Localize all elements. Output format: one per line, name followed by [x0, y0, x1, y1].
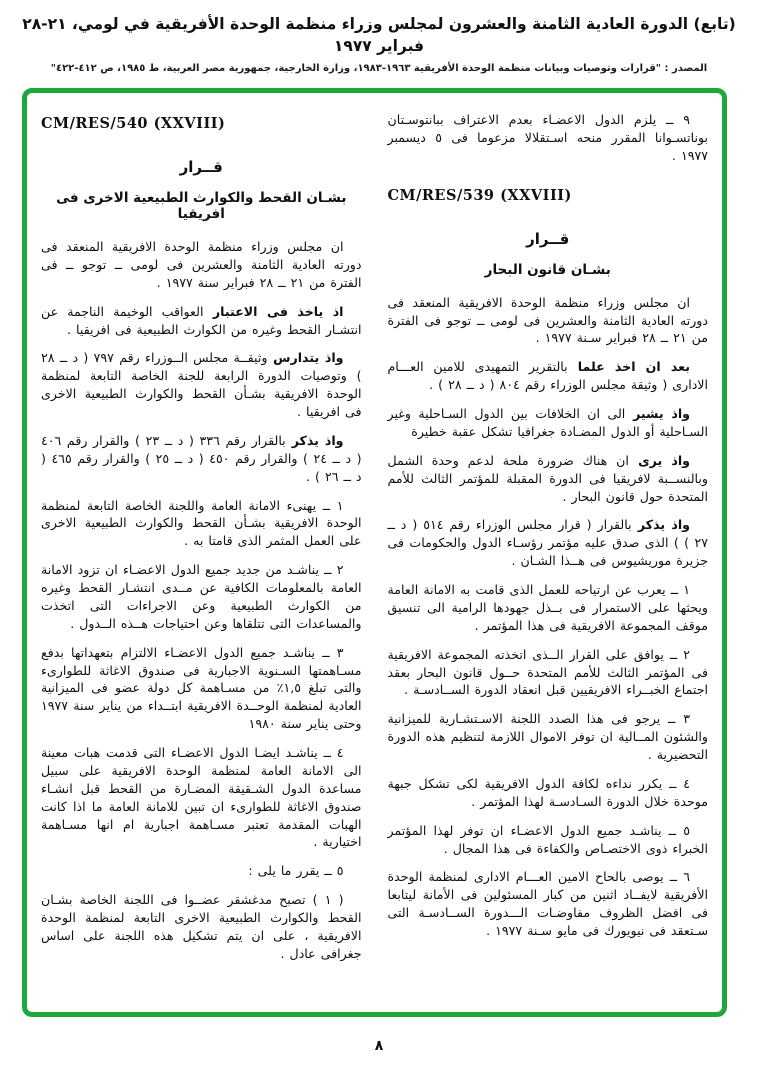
resolution-paragraph — [41, 497, 362, 551]
resolution-paragraph — [388, 358, 709, 394]
resolution-paragraph — [388, 868, 709, 940]
resolution-paragraph — [388, 405, 709, 441]
paragraph-lead: بعد ان اخذ علما — [567, 359, 690, 375]
paragraph-text: ٥ ــ يناشـد جميع الدول الاعضـاء ان توفر لهذا المؤتمر الخبراء ذوى الاختصـاص والكفاءة فى هذا المجال . — [387, 822, 708, 856]
paragraph-text: ٣ ــ يرجو فى هذا الصدد اللجنة الاسـتشـارية للميزانية والشئون المــالية ان توفر الاموال اللازمة لتنظيم هذه الدورة التحضيرية . — [387, 711, 708, 762]
paragraph-text: ٣ ــ يناشـد جميع الدول الاعضـاء الالتزام بتعهداتها بدفع مسـاهمتها السـنوية الاجبارية فى صندوق الاغاثة للطوارىء والتى تبلغ ١,٥٪ من مسـاهمة كل دولة عضو فى الميزانية العادية لمنظمة الوحــدة الافريقية ابتــداء من يناير سنة ١٩٧٧ وحتى يناير سنة ١٩٨٠ — [41, 644, 362, 732]
resolution-paragraph — [388, 516, 709, 570]
resolution-paragraph — [388, 822, 709, 858]
resolution-paragraph — [388, 710, 709, 764]
paragraph-text: وثيقــة مجلس الــوزراء رقم ٧٩٧ ( د ــ ٢٨ ) وتوصيات الدورة الرابعة للجنة الخاصة التابعة لمنظمة الوحدة الافريقية بشـأن القحط والكوارث الطبيعية الاخرى فى افريقيا . — [41, 350, 362, 419]
resolution-paragraph — [41, 744, 362, 851]
paragraph-text: ٦ ــ يوصى بالحاح الامين العـــام الادارى لمنظمة الوحدة الأفريقية لايفــاد اثنين من كبار المسئولين فى الأمانة ليتابعا فى افضل الظروف مفاوضـات الـــدورة الســادسـة التى سـتعقد فى نيويورك فى مايو سـنة ١٩٧٧ . — [387, 869, 708, 938]
two-column-layout — [41, 109, 708, 1002]
page-header — [0, 14, 758, 74]
header-source-citation: المصدر : "قرارات وتوصيات وبيانات منظمة الوحدة الأفريقية ١٩٦٣-١٩٨٣، وزارة الخارجية، جمهورية مصر العربية، ط ١٩٨٥، ص ٤١٢-٤٢٢" — [50, 63, 708, 75]
resolution-540-paragraphs — [41, 238, 362, 963]
paragraph-text: ٩ ــ يلزم الدول الاعضـاء بعدم الاعتراف ببانتوسـتان بوناتسـوانا المقرر منحه اسـتقلالا مزعوما فى ٥ ديسمبر ١٩٧٧ . — [387, 112, 708, 163]
resolution-paragraph — [41, 432, 362, 486]
right-column — [388, 109, 709, 1002]
resolution-paragraph — [41, 561, 362, 633]
left-column — [41, 109, 362, 1002]
resolution-title: قــرار — [526, 229, 570, 248]
paragraph-text: بالتقرير التمهيدى للامين العـــام الادارى ( وثيقة مجلس الوزراء رقم ٨٠٤ ( د ــ ٢٨ ) . — [387, 359, 708, 393]
resolution-paragraph — [41, 303, 362, 339]
paragraph-text: ان هناك ضرورة ملحة لدعم وحدة الشمل وبالنســبة لافريقيا فى الدورة المقبلة للمؤتمر الثالث للأمم المتحدة حول قانون البحار . — [387, 452, 708, 504]
paragraph-text: ان مجلس وزراء منظمة الوحدة الافريقية المنعقد فى دورته العادية الثامنة والعشرين فى لومى ــ توجو فى الفترة من ٢١ ــ ٢٨ فبراير سـنة ١٩٧٧ . — [387, 294, 708, 346]
paragraph-text: ١ ــ يهنىء الامانة العامة واللجنة الخاصة التابعة لمنظمة الوحدة الافريقية بشـأن القحط والكوارث الطبيعية الاخرى على العمل المثمر الذى قامتا به . — [41, 497, 362, 549]
resolution-539-paragraphs — [388, 294, 709, 940]
carryover-paragraph — [388, 111, 709, 165]
document-frame — [22, 88, 727, 1017]
paragraph-lead: اذ ياخذ فى الاعتبار — [203, 303, 344, 319]
page-number: ٨ — [374, 1038, 384, 1054]
paragraph-lead: واذ يشير — [625, 406, 690, 421]
resolution-subtitle: بشـان قانون البحار — [484, 261, 611, 278]
paragraph-text: العواقب الوخيمة الناجمة عن انتشـار القحط وغيره من الكوارث الطبيعية فى افريقيا . — [41, 303, 362, 337]
resolution-title: قــرار — [179, 158, 223, 176]
paragraph-text: بالقرار رقم ٣٣٦ ( د ــ ٢٣ ) والقرار رقم ٤٠٦ ( د ــ ٢٤ ) والقرار رقم ٤٥٠ ( د ــ ٢٥ ) والقرار رقم ٤٦٥ ( د ــ ٢٦ ) . — [41, 432, 362, 484]
paragraph-text: بالقرار ( قرار مجلس الوزراء رقم ٥١٤ ( د ــ ٢٧ ) ) الذى صدق عليه مؤتمر رؤسـاء الدول والحكومات فى جزيرة موريشيوس فى هــذا الشـان . — [387, 517, 708, 569]
paragraph-text: ان مجلس وزراء منظمة الوحدة الافريقية المنعقد فى دورته العادية الثامنة والعشرين فى لومى ــ توجو ــ فى الفترة من ٢١ ــ ٢٨ فبراير سنة ١٩٧٧ . — [41, 239, 362, 290]
resolution-paragraph — [41, 862, 362, 880]
paragraph-lead: واذ يذكر — [631, 517, 690, 533]
resolution-paragraph — [41, 891, 362, 963]
doc-ref-cm-res-539: CM/RES/539 (XXVIII) — [387, 186, 572, 204]
paragraph-text: ( ١ ) تصبح مدغشقر عضــوا فى اللجنة الخاصة بشـان القحط والكوارث الطبيعية الاخرى التابعة لمنظمة الوحدة الافريقية ، على ان يتم تشكيل هذه اللجنة على اساس جغرافى عادل . — [41, 892, 362, 961]
resolution-paragraph — [388, 646, 709, 700]
paragraph-text: ١ ــ يعرب عن ارتياحه للعمل الذى قامت به الامانة العامة ويحثها على الاستمرار فى بــذل جهودها الرامية الى تنسيق موقف المجموعة الافريقية فى هذا المؤتمر . — [387, 582, 708, 633]
resolution-paragraph — [388, 581, 709, 635]
doc-ref-cm-res-540: CM/RES/540 (XXVIII) — [41, 115, 226, 132]
paragraph-lead: واذ يرى — [628, 452, 691, 468]
resolution-paragraph — [388, 775, 709, 811]
paragraph-lead: واذ يذكر — [285, 432, 344, 448]
paragraph-lead: واذ يتدارس — [267, 350, 344, 366]
resolution-paragraph — [41, 644, 362, 733]
resolution-paragraph — [388, 452, 709, 506]
paragraph-text: الى ان الخلافات بين الدول السـاحلية وغير السـاحلية أو الدول المضـادة جغرافيا تشكل عقبة خطيرة — [387, 406, 708, 439]
paragraph-text: ٢ ــ يوافق على القرار الــذى اتخذته المجموعة الافريقية فى المؤتمر الثالث للأمم المتحدة حــول قانون البحار بعقد اجتماع الخبــراء الافريقيين قبل انعقاد الدورة الســادسـة . — [387, 646, 708, 698]
paragraph-text: ٤ ــ يكرر نداءه لكافة الدول الافريقية لكى تشكل جبهة موحدة خلال الدورة السـادسـة لهذا المؤتمر . — [387, 775, 708, 809]
resolution-paragraph — [41, 238, 362, 292]
resolution-subtitle: بشـان القحط والكوارث الطبيعية الاخرى فى افريقيا — [56, 190, 347, 222]
paragraph-text: ٤ ــ يناشـد ايضـا الدول الاعضـاء التى قدمت هبات معينة الى الامانة العامة لمنظمة الوحدة الافريقية على سبيل مساعدة الدول الشـقيقة المضـارة من القحط قبل انشـاء صندوق الاغاثة للطوارىء ان تبين للامانة العامة ما اذا كانت الهبات المقدمة تعتبر مسـاهمة اجبارية ام انها مسـاهمة اختيارية . — [41, 745, 362, 850]
header-session-title: (تابع) الدورة العادية الثامنة والعشرون لمجلس وزراء منظمة الوحدة الأفريقية في لومي، ٢١-٢٨ فبراير ١٩٧٧ — [22, 15, 736, 55]
paragraph-text: ٥ ــ يقرر ما يلى : — [248, 863, 344, 879]
paragraph-text: ٢ ــ يناشـد من جديد جميع الدول الاعضـاء ان تزود الامانة العامة بالمعلومات الكافية عن مــدى انتشـار القحط وغيره من الكوارث الطبيعية وعن الاجراءات التى اتخذت والمساعدات التى تتلقاها وعن احتياجات هــذه الــدول . — [41, 562, 362, 631]
resolution-paragraph — [388, 294, 709, 348]
resolution-paragraph — [41, 349, 362, 421]
